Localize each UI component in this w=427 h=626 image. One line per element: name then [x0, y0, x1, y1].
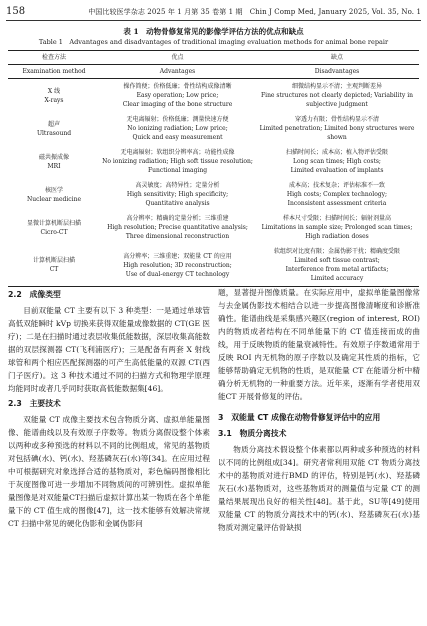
advantages-cell-line: No ionizing radiation; High soft tissue resolution;	[102, 158, 253, 165]
advantages-cell-line: Easy operation; Low price;	[136, 92, 219, 99]
method-cell	[8, 178, 100, 211]
left-column	[8, 286, 210, 530]
advantages-cell-line: Clear imaging of the bone structure	[122, 101, 233, 108]
section-heading-2-2: 2.2 成像类型	[8, 290, 61, 299]
advantages-cell-line: 高灵敏度；高特异性；定量分析	[135, 182, 220, 189]
section-heading-3-1: 3.1 物质分离技术	[218, 429, 287, 438]
method-cell-line: Cicro-CT	[40, 228, 68, 236]
disadvantages-cell	[255, 145, 419, 178]
disadvantages-cell-line: 成本高；技术复杂；评估标准不一致	[288, 182, 385, 189]
disadvantages-cell	[255, 211, 419, 244]
advantages-cell	[100, 178, 255, 211]
advantages-cell-line: Quantitative analysis	[145, 200, 210, 207]
advantages-cell-line: 无电离辐射；软组织分辨率高；功能性成像	[120, 149, 235, 156]
method-cell-line: 计算机断层扫描	[32, 257, 75, 264]
method-cell-line: 显微计算机断层扫描	[26, 219, 81, 227]
method-cell-line: 核医学	[44, 186, 63, 194]
advantages-cell	[100, 244, 255, 287]
table-row	[8, 112, 419, 145]
advantages-cell	[100, 211, 255, 244]
method-cell-line: MRI	[47, 162, 61, 170]
method-cell-line: 磁共振成像	[38, 153, 69, 161]
table-row	[8, 145, 419, 178]
disadvantages-cell-line: Limited evaluation of implants	[290, 167, 384, 174]
header-advantages-en: Advantages	[100, 65, 255, 79]
advantages-cell-line: Use of dual-energy CT technology	[125, 270, 230, 278]
table-caption-cn: 表 1 动物骨修复常见的影像学评估方法的优点和缺点	[123, 27, 304, 36]
disadvantages-cell-line: Limited accuracy	[310, 275, 364, 282]
disadvantages-cell-line: Limitations in sample size; Prolonged scan times;	[261, 224, 413, 231]
disadvantages-cell	[255, 79, 419, 113]
disadvantages-cell	[255, 112, 419, 145]
header-disadvantages-en: Disadvantages	[255, 65, 419, 79]
method-cell	[8, 112, 100, 145]
method-cell-line: CT	[49, 266, 59, 273]
method-cell	[8, 145, 100, 178]
disadvantages-cell-line: 细微结构显示不清；主观判断差异	[291, 83, 382, 90]
paragraph-main-techniques: 双能量 CT 成像主要技术包含物质分离、虚拟单能量图像、能谱曲线以及有效原子序数等。物质分离假设整个体素以两种或多种预选的材料以不同的比例组成，常见的基物质对包括碘(水)、钙(水)、羟基磷灰石(水)等[34]。在应用过程中可根据研究对象选择合适的基物质对，彩色编码图像相比于灰度图像可进一步增加不同物质间的可辨别性。虚拟单能量图像是对双能量CT扫描后虚拟计算出某一物质在各个单能量下的 CT 值生成的图像[47]，这一技术能够有效解决常规 CT 扫描中常见的硬化伪影和金属伪影问	[8, 415, 210, 528]
disadvantages-cell-line: Limited penetration; Limited bony structures were shown	[259, 125, 415, 141]
disadvantages-cell-line: 穿透力有限；骨性结构显示不清	[294, 116, 379, 123]
advantages-cell-line: High resolution; 3D reconstruction;	[123, 261, 232, 269]
advantages-cell-line: High sensitivity; High specificity;	[126, 191, 229, 198]
disadvantages-cell-line: 样本尺寸受限；扫描时间长；辐射剂量高	[282, 215, 391, 222]
header-disadvantages-cn: 缺点	[255, 51, 419, 65]
disadvantages-cell-line: Interference from metal artifacts;	[285, 266, 389, 273]
advantages-cell-line: High resolution; Precise quantitative analysis;	[107, 224, 248, 231]
disadvantages-cell-line: subjective judgment	[306, 101, 368, 108]
disadvantages-cell-line: Inconsistent assessment criteria	[287, 200, 387, 207]
method-cell	[8, 79, 100, 113]
page-number: 158	[6, 6, 26, 17]
method-cell-line: X-rays	[44, 96, 64, 104]
disadvantages-cell-line: Limited soft tissue contrast;	[294, 257, 380, 264]
disadvantages-cell-line: 软组织对比度有限；金属伪影干扰；精确度受限	[273, 248, 400, 255]
header-method-cn: 检查方法	[8, 51, 100, 65]
section-heading-2-3: 2.3 主要技术	[8, 399, 61, 408]
header-advantages-cn: 优点	[100, 51, 255, 65]
table-row	[8, 178, 419, 211]
method-cell-line: Ultrasound	[36, 129, 72, 137]
section-heading-3: 3 双能量 CT 成像在动物骨修复评估中的应用	[218, 413, 381, 422]
disadvantages-cell-line: High radiation doses	[305, 233, 369, 240]
comparison-table	[8, 50, 419, 287]
advantages-cell-line: 操作简便；价格低廉；骨性结构成像清晰	[123, 83, 232, 90]
disadvantages-cell-line: High costs; Complex technology;	[286, 191, 388, 198]
advantages-cell-line: 无电离辐射；价格低廉；测量快速方便	[126, 116, 229, 123]
advantages-cell-line: Quick and easy measurement	[132, 134, 223, 141]
disadvantages-cell	[255, 178, 419, 211]
table-row	[8, 244, 419, 287]
advantages-cell-line: No ionizing radiation; Low price;	[127, 125, 228, 132]
header-rule	[6, 20, 421, 21]
disadvantages-cell-line: Long scan times; High costs;	[293, 158, 381, 165]
method-cell-line: 超声	[47, 120, 60, 128]
advantages-cell	[100, 145, 255, 178]
method-cell	[8, 211, 100, 244]
paragraph-material-separation: 物质分离技术假设整个体素都以两种或多种预选的材料以不同的比例组成[34]。研究者常利用双能 CT 物质分离技术中的基物质对进行BMD 的评估，特别是钙(水)、羟基磷灰石(水)基物质对，这些基物质对的测量值与定量 CT 的测量结果展现出良好的相关性[48]。基于此，SU等[49]使用双能量 CT 的物质分离技术中的钙(水)、羟基磷灰石(水)基物质对测定量评估骨缺损	[218, 445, 420, 532]
advantages-cell	[100, 79, 255, 113]
table-caption-en: Table 1 Advantages and disadvantages of traditional imaging evaluation methods for animal bone repair	[38, 38, 389, 46]
disadvantages-cell-line: 扫描时间长；成本高；植入物评估受限	[285, 149, 388, 156]
advantages-cell-line: Functional imaging	[147, 167, 208, 174]
method-cell-line: X 线	[47, 87, 61, 95]
disadvantages-cell	[255, 244, 419, 287]
right-column	[218, 286, 420, 534]
page-header	[6, 4, 421, 18]
paragraph-imaging-types: 目前双能量 CT 主要有以下 3 种类型：一是通过单球管高低双能瞬时 kVp 切换来获得双能量成像数据的 CT(GE 医疗)；二是在扫描时通过表层收集低能数据，深层收集高能数据的双层探测器 CT(飞利浦医疗)；三是配备有两套 X 射线球管和两个相应匹配探测器的可产生高低能量的双源 CT(西门子医疗)。这 3 种技术通过不同的扫描方式和物理学原理均能同时或者几乎同时获取高低能数据集[46]。	[8, 306, 210, 393]
table-row	[8, 79, 419, 113]
advantages-cell	[100, 112, 255, 145]
advantages-cell-line: 高分辨率；三维重建；双能量 CT 的应用	[123, 252, 232, 260]
method-cell-line: Nuclear medicine	[27, 195, 81, 203]
table-row	[8, 211, 419, 244]
header-method-en: Examination method	[8, 65, 100, 79]
paragraph-continued: 题，显著提升图像质量。在实际应用中，虚拟单能量图像常与去金属伪影技术相结合以进一步提高图像清晰度和诊断准确性。能谱曲线是采集感兴趣区(region of interest, ROI)内的物质成者结构在不同单能量下的 CT 值连接而成的曲线，用于反映物质的能量衰减特性。有效原子序数通常用于反映 ROI 内无机物的原子序数以及确定其性质的指标，它能够帮助确定无机物的性质，是双能量 CT 在能谱分析中精确分析无机物的一种重要方法。近年来，逐渐有学者使用双能CT 开展骨修复的评估。	[218, 288, 420, 401]
advantages-cell-line: 高分辨率；精确的定量分析；三维重建	[126, 215, 229, 222]
disadvantages-cell-line: Fine structures not clearly depicted; Variability in	[260, 92, 413, 99]
method-cell	[8, 244, 100, 287]
advantages-cell-line: Three dimensional reconstruction	[125, 233, 230, 240]
journal-info: 中国比较医学杂志 2025 年 1 月第 35 卷第 1 期 Chin J Comp Med, January 2025, Vol. 35, No. 1	[88, 8, 421, 16]
